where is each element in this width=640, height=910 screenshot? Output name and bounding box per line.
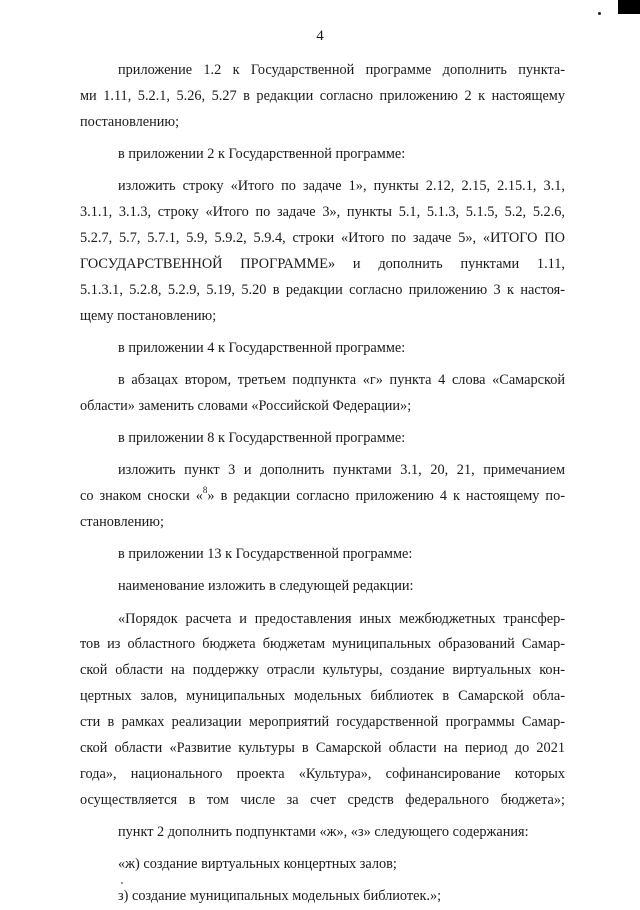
text-line: ской области на поддержку отрасли культуры, создание виртуальных кон- [80, 662, 565, 679]
text-line: изложить строку «Итого по задаче 1», пункты 2.12, 2.15, 2.15.1, 3.1, [118, 178, 565, 195]
text-line: 5.2.7, 5.7, 5.7.1, 5.9, 5.9.2, 5.9.4, строки «Итого по задаче 5», «ИТОГО ПО [80, 229, 565, 246]
text-line: приложение 1.2 к Государственной программе дополнить пункта- [118, 62, 565, 78]
text-line: цертных залов, муниципальных модельных библиотек в Самарской обла- [80, 688, 565, 705]
text-line: «ж) создание виртуальных концертных залов; [118, 856, 397, 873]
text-segment: » в редакции согласно приложению 4 к настоящему по- [207, 488, 565, 505]
text-line: ГОСУДАРСТВЕННОЙ ПРОГРАММЕ» и дополнить пунктами 1.11, [80, 255, 565, 272]
text-line: «Порядок расчета и предоставления иных межбюджетных трансфер- [118, 610, 565, 627]
text-line: ми 1.11, 5.2.1, 5.26, 5.27 в редакции согласно приложению 2 к настоящему [80, 87, 565, 104]
text-line: изложить пункт 3 и дополнить пунктами 3.1, 20, 21, примечанием [118, 462, 565, 479]
footnote-mark: 8 [202, 485, 208, 496]
text-line: 5.1.3.1, 5.2.8, 5.2.9, 5.19, 5.20 в редакции согласно приложению 3 к настоя- [80, 281, 565, 298]
text-line: в абзацах втором, третьем подпункта «г» пункта 4 слова «Самарской [118, 371, 565, 388]
text-line: ской области «Развитие культуры в Самарской области на период до 2021 [80, 740, 565, 757]
text-line: постановлению; [80, 113, 180, 130]
scan-speck [598, 12, 601, 15]
text-line: в приложении 13 к Государственной программе: [118, 546, 413, 563]
text-line: 3.1.1, 3.1.3, строку «Итого по задаче 3», пункты 5.1, 5.1.3, 5.1.5, 5.2, 5.2.6, [80, 204, 565, 221]
text-line [80, 484, 565, 510]
document-body [80, 58, 565, 910]
text-line: становлению; [80, 514, 164, 531]
text-line: в приложении 2 к Государственной программе: [118, 145, 406, 162]
text-line: щему постановлению; [80, 307, 217, 324]
text-segment: со знаком сноски « [80, 488, 203, 505]
text-line: з) создание муниципальных модельных библиотек.»; [118, 888, 442, 905]
text-line: года», национального проекта «Культура», софинансирование которых [80, 765, 565, 782]
text-line: в приложении 8 к Государственной программе: [118, 430, 406, 447]
text-line: области» заменить словами «Российской Федерации»; [80, 397, 412, 414]
text-line: сти в рамках реализации мероприятий государственной программы Самар- [80, 714, 565, 731]
text-line: пункт 2 дополнить подпунктами «ж», «з» следующего содержания: [118, 824, 529, 841]
text-line: осуществляется в том числе за счет средств федерального бюджета»; [80, 791, 565, 808]
text-line: наименование изложить в следующей редакции: [118, 578, 414, 595]
text-line: тов из областного бюджета бюджетам муниципальных образований Самар- [80, 636, 565, 653]
scan-corner-mark [618, 0, 640, 14]
text-line: в приложении 4 к Государственной программе: [118, 339, 406, 356]
page-number: 4 [316, 28, 324, 44]
